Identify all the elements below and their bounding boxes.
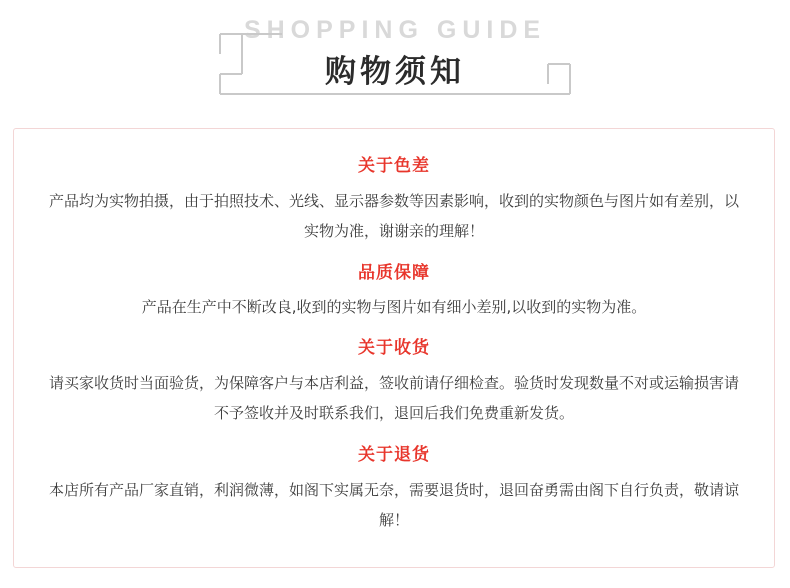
- header-chinese-title: 购物须知: [325, 54, 465, 90]
- section-body: 产品均为实物拍摄，由于拍照技术、光线、显示器参数等因素影响，收到的实物颜色与图片如有差别，以实物为准，谢谢亲的理解！: [48, 192, 739, 240]
- section-body: 请买家收货时当面验货，为保障客户与本店利益，签收前请仔细检查。验货时发现数量不对或运输损害请不予签收并及时联系我们，退回后我们免费重新发货。: [48, 374, 739, 422]
- section-returns: [38, 440, 750, 535]
- section-title: 关于色差: [358, 156, 430, 176]
- section-quality-guarantee: [38, 258, 750, 321]
- section-title: 关于退货: [358, 445, 430, 465]
- section-body: 产品在生产中不断改良,收到的实物与图片如有细小差别,以收到的实物为准。: [141, 298, 647, 316]
- section-receiving-goods: [38, 333, 750, 428]
- section-body: 本店所有产品厂家直销，利润微薄，如阁下实属无奈，需要退货时，退回奋勇需由阁下自行负责，敬请谅解！: [48, 481, 739, 529]
- guide-content-box: [13, 128, 775, 568]
- section-title: 关于收货: [358, 338, 430, 358]
- section-color-difference: [38, 151, 750, 246]
- section-title: 品质保障: [358, 263, 430, 283]
- header-english-title: SHOPPING GUIDE: [243, 16, 547, 44]
- page-header: [0, 0, 790, 112]
